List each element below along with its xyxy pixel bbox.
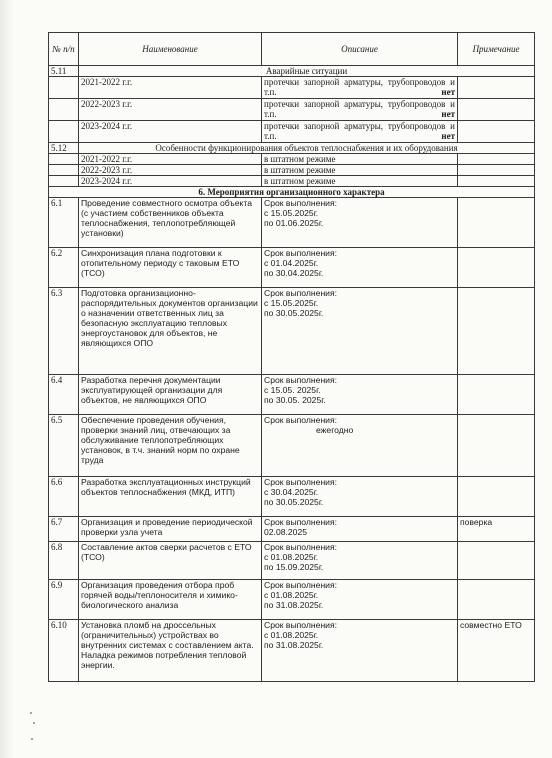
period-desc: протечки запорной арматуры, трубопроводов и т.п. нет <box>262 77 458 99</box>
item-name: Разработка перечня документации эксплуатирующей организации для объектов, не являющихся ОПО <box>79 375 262 415</box>
table-row <box>49 198 535 248</box>
item-desc: Срок выполнения: с 01.08.2025г. по 15.09.2025г. <box>262 542 458 580</box>
period-desc: в штатном режиме <box>262 165 458 176</box>
item-desc: Срок выполнения: с 30.04.2025г. по 30.05.2025г. <box>262 477 458 517</box>
table-row <box>49 620 535 682</box>
table-header-row <box>49 33 535 66</box>
item-name: Подготовка организационно-распорядительных документов организации о назначении ответственных лиц за безопасную эксплуатацию тепловых энергоустановок для объектов, не являющихся ОПО <box>79 288 262 375</box>
period-row <box>49 99 535 121</box>
section-row <box>49 143 535 154</box>
table-row <box>49 477 535 517</box>
item-note <box>458 375 535 415</box>
item-name: Организация проведения отбора проб горячей воды/теплоносителя и химико-биологического анализа <box>79 580 262 620</box>
scan-speck <box>30 712 32 714</box>
item-num: 6.6 <box>49 477 79 517</box>
item-desc: Срок выполнения: с 01.04.2025г. по 30.04.2025г. <box>262 248 458 288</box>
item-name: Установка пломб на дроссельных (ограничительных) устройствах во внутренних системах с составлением акта. Наладка режимов потребления тепловой энергии. <box>79 620 262 682</box>
item-num: 6.2 <box>49 248 79 288</box>
period-label: 2022-2023 г.г. <box>79 99 262 121</box>
section-title-row <box>49 187 535 198</box>
item-name: Проведение совместного осмотра объекта (с участием собственников объекта теплоснабжения, теплопотребляющей установки) <box>79 198 262 248</box>
table-row <box>49 517 535 542</box>
period-flag: нет <box>441 87 455 97</box>
section6-title: 6. Мероприятия организационного характера <box>49 187 535 198</box>
item-desc: Срок выполнения: ежегодно <box>262 415 458 477</box>
header-num: № п/п <box>49 33 79 66</box>
period-row <box>49 77 535 99</box>
period-row <box>49 176 535 187</box>
item-num: 6.4 <box>49 375 79 415</box>
period-flag: нет <box>441 109 455 119</box>
period-label: 2023-2024 г.г. <box>79 176 262 187</box>
item-desc: Срок выполнения: 02.08.2025 <box>262 517 458 542</box>
scan-speck <box>31 738 33 740</box>
item-note: поверка <box>458 517 535 542</box>
period-flag: нет <box>441 131 455 141</box>
item-note <box>458 415 535 477</box>
period-row <box>49 154 535 165</box>
item-num: 6.7 <box>49 517 79 542</box>
table-row <box>49 288 535 375</box>
period-desc: в штатном режиме <box>262 176 458 187</box>
period-label: 2022-2023 г.г. <box>79 165 262 176</box>
item-num: 6.5 <box>49 415 79 477</box>
table-row <box>49 542 535 580</box>
item-note <box>458 198 535 248</box>
item-note <box>458 477 535 517</box>
item-desc: Срок выполнения: с 15.05.2025г. по 30.05.2025г. <box>262 288 458 375</box>
item-name: Составление актов сверки расчетов с ЕТО (ТСО) <box>79 542 262 580</box>
item-num: 6.9 <box>49 580 79 620</box>
item-num: 6.8 <box>49 542 79 580</box>
table-row <box>49 415 535 477</box>
item-num: 6.1 <box>49 198 79 248</box>
header-desc: Описание <box>262 33 458 66</box>
period-desc: в штатном режиме <box>262 154 458 165</box>
section-title: Аварийные ситуации <box>79 66 535 77</box>
item-note: совместно ЕТО <box>458 620 535 682</box>
section-num: 5.11 <box>49 66 79 77</box>
item-note <box>458 248 535 288</box>
period-row <box>49 165 535 176</box>
item-desc: Срок выполнения: с 01.08.2025г. по 31.08.2025г. <box>262 620 458 682</box>
table-row <box>49 580 535 620</box>
item-desc: Срок выполнения: с 01.08.2025г. по 31.08.2025г. <box>262 580 458 620</box>
period-label: 2023-2024 г.г. <box>79 121 262 143</box>
item-note <box>458 288 535 375</box>
section-title: Особенности функционирования объектов теплоснабжения и их оборудования <box>79 143 535 154</box>
table-row <box>49 248 535 288</box>
header-note: Примечание <box>458 33 535 66</box>
item-name: Синхронизация плана подготовки к отопительному периоду с таковым ЕТО (ТСО) <box>79 248 262 288</box>
item-num: 6.3 <box>49 288 79 375</box>
period-desc: протечки запорной арматуры, трубопроводов и т.п. нет <box>262 99 458 121</box>
page-edge-shadow <box>0 0 14 758</box>
activities-table <box>48 32 535 682</box>
period-desc: протечки запорной арматуры, трубопроводов и т.п. нет <box>262 121 458 143</box>
section-num: 5.12 <box>49 143 79 154</box>
period-label: 2021-2022 г.г. <box>79 77 262 99</box>
section-row <box>49 66 535 77</box>
item-name: Организация и проведение периодической проверки узла учета <box>79 517 262 542</box>
table-row <box>49 375 535 415</box>
item-desc: Срок выполнения: с 15.05. 2025г. по 30.05. 2025г. <box>262 375 458 415</box>
header-name: Наименование <box>79 33 262 66</box>
item-name: Обеспечение проведения обучения, проверки знаний лиц, отвечающих за обслуживание теплопотребляющих установок, в т.ч. знаний норм по охране труда <box>79 415 262 477</box>
item-num: 6.10 <box>49 620 79 682</box>
item-desc: Срок выполнения: с 15.05.2025г. по 01.06.2025г. <box>262 198 458 248</box>
scan-speck <box>33 722 35 724</box>
item-note <box>458 580 535 620</box>
period-label: 2021-2022 г.г. <box>79 154 262 165</box>
period-row <box>49 121 535 143</box>
item-note <box>458 542 535 580</box>
item-name: Разработка эксплуатационных инструкций объектов теплоснабжения (МКД, ИТП) <box>79 477 262 517</box>
